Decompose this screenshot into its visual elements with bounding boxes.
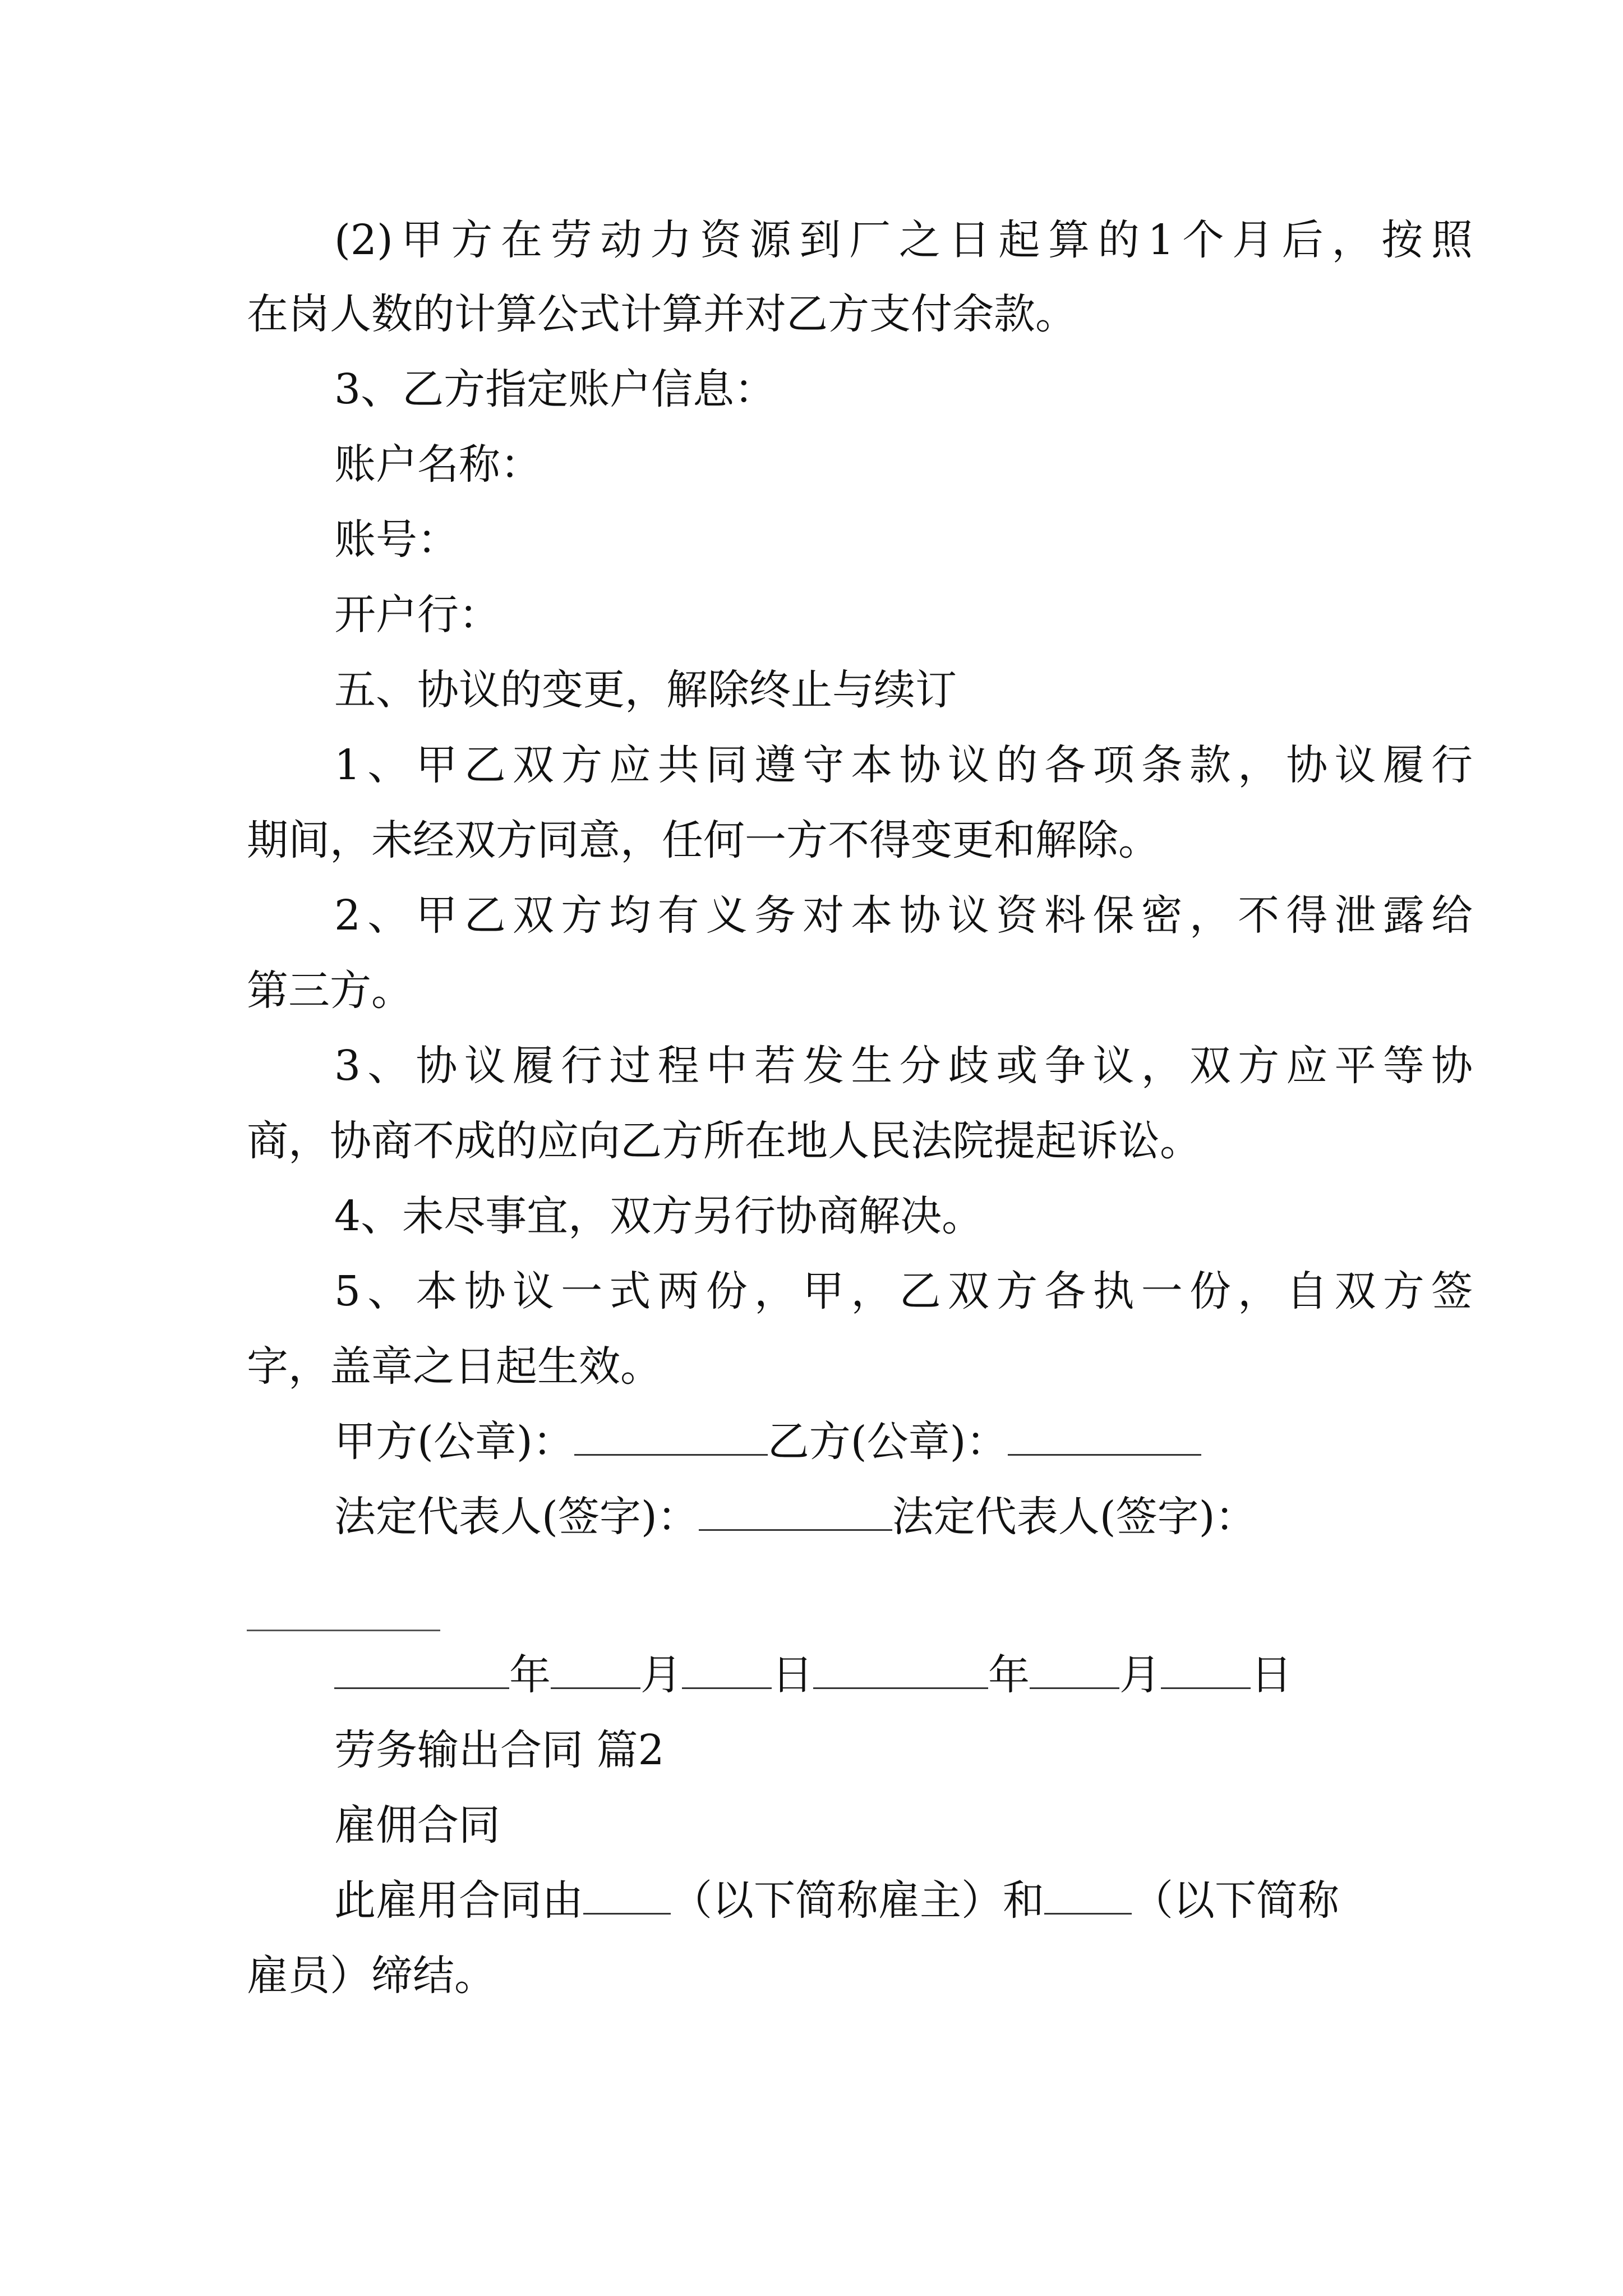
section-subtitle: 雇佣合同 <box>334 1801 500 1849</box>
paragraph-line: 3、乙方指定账户信息： <box>334 365 776 413</box>
paragraph-line: 2、甲乙双方均有义务对本协议资料保密，不得泄露给 <box>334 891 1473 940</box>
year-label: 年 <box>988 1651 1030 1699</box>
paragraph-line <box>334 1874 1473 1927</box>
account-name-label: 账户名称： <box>334 440 542 489</box>
clause-text: （以下简称雇主）和 <box>671 1876 1044 1925</box>
month-label: 月 <box>1119 1651 1161 1699</box>
day-blank <box>1161 1654 1251 1689</box>
paragraph-line: (2)甲方在劳动力资源到厂之日起算的1个月后，按照 <box>334 216 1473 264</box>
paragraph-line: 期间，未经双方同意，任何一方不得变更和解除。 <box>247 816 1160 864</box>
clause-text: 此雇用合同由 <box>334 1876 583 1925</box>
paragraph-line: 第三方。 <box>247 967 413 1015</box>
day-label: 日 <box>772 1651 813 1699</box>
account-number-label: 账号： <box>334 516 459 564</box>
clause-text: （以下简称 <box>1132 1876 1339 1925</box>
year-label: 年 <box>509 1651 551 1699</box>
paragraph-line: 商，协商不成的应向乙方所在地人民法院提起诉讼。 <box>247 1117 1201 1165</box>
party-b-rep-label: 法定代表人(签字)： <box>892 1493 1257 1541</box>
year-blank <box>813 1654 988 1689</box>
party-b-rep-blank <box>247 1630 440 1631</box>
party-a-rep-label: 法定代表人(签字)： <box>334 1493 699 1541</box>
party-a-seal-label: 甲方(公章)： <box>334 1418 574 1466</box>
paragraph-line: 字，盖章之日起生效。 <box>247 1342 662 1391</box>
party-a-seal-blank <box>574 1420 768 1456</box>
party-a-rep-blank <box>699 1496 892 1531</box>
seal-row <box>334 1415 1473 1469</box>
bank-label: 开户行： <box>334 591 500 639</box>
paragraph-line: 5、本协议一式两份，甲，乙双方各执一份，自双方签 <box>334 1267 1473 1315</box>
year-blank <box>334 1654 509 1689</box>
employer-blank <box>583 1879 671 1915</box>
paragraph-line: 3、协议履行过程中若发生分歧或争议，双方应平等协 <box>334 1042 1473 1090</box>
representative-row <box>334 1490 1473 1544</box>
day-label: 日 <box>1251 1651 1292 1699</box>
paragraph-line: 1、甲乙双方应共同遵守本协议的各项条款，协议履行 <box>334 741 1473 789</box>
paragraph-line: 4、未尽事宜，双方另行协商解决。 <box>334 1192 984 1240</box>
day-blank <box>682 1654 772 1689</box>
section-heading: 五、协议的变更，解除终止与续订 <box>334 666 957 714</box>
date-row <box>334 1648 1473 1702</box>
employee-blank <box>1044 1879 1132 1915</box>
party-b-seal-blank <box>1008 1420 1201 1456</box>
month-blank <box>1030 1654 1119 1689</box>
section-title: 劳务输出合同 篇2 <box>334 1726 665 1774</box>
paragraph-line: 在岗人数的计算公式计算并对乙方支付余款。 <box>247 290 1077 338</box>
month-label: 月 <box>640 1651 682 1699</box>
month-blank <box>551 1654 640 1689</box>
party-b-seal-label: 乙方(公章)： <box>767 1418 1008 1466</box>
paragraph-line: 雇员）缔结。 <box>247 1952 496 2000</box>
